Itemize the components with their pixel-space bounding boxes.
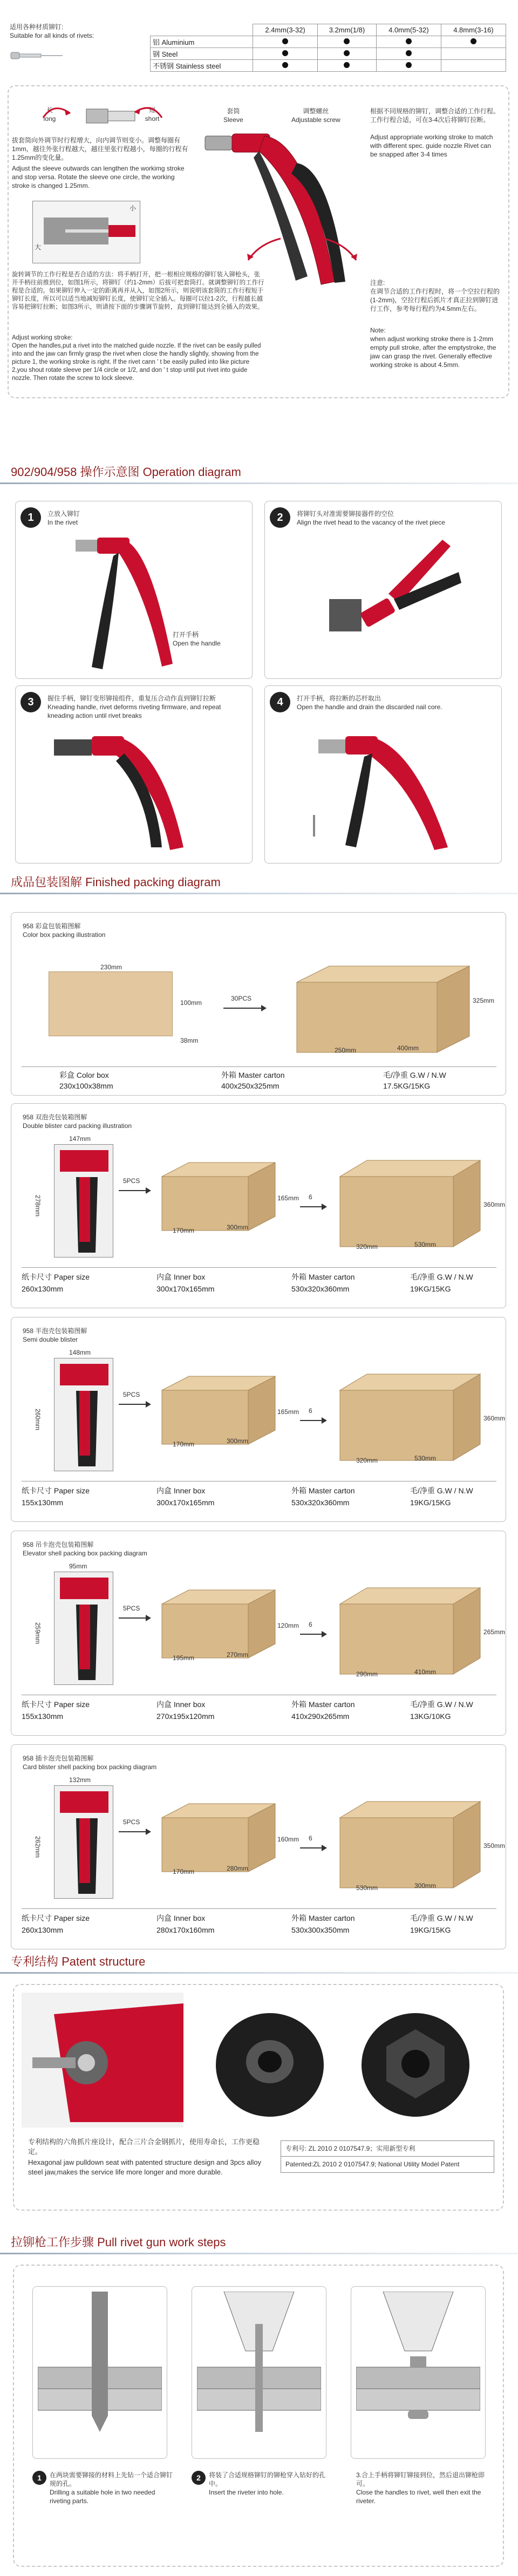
packing-block-title: 958 彩盒包装箱图解 Color box packing illustration [23, 922, 106, 939]
size-col: 2.4mm(3-32) [253, 24, 318, 36]
spec-header-row: 纸卡尺寸 Paper size 内盒 Inner box 外箱 Master carton 毛/净重 G.W / N.W [22, 1273, 473, 1281]
patent-title: 专利结构 Patent structure [11, 1955, 146, 1968]
inner-box-image [156, 1796, 286, 1877]
patent-number-cn: 专利号: ZL 2010 2 0107547.9；实用新型专利 [281, 2141, 494, 2157]
pcs-label: 6 [309, 1407, 312, 1415]
check-dot [282, 38, 288, 44]
workstep-number: 1 [32, 2471, 46, 2485]
dim-label: 120mm [277, 1622, 299, 1629]
dim-label: 300mm [227, 1437, 249, 1445]
patent-section-header [0, 1943, 518, 1975]
packing-block-title: 958 半泡壳包装箱图解 Semi double blister [23, 1327, 87, 1343]
suitable-label-en: Suitable for all kinds of rivets: [10, 32, 94, 39]
adjust-text-en: Open the handles,put a rivet into the matched guide nozzle. If the rivet can be easily pulled into and the jaw can firmly grasp the rivet when close the handly slightly, showing from the picture 1, the working stroke is right. If the rivet cann ' t be easily pulled into like picture 2,you shout rotate sleeve per 1/4 circle or 1/2, and don ' t stop until put rivet into guide nozzle. Then rotate the screw to lock sleeve. [12, 343, 261, 382]
dim-label: 280mm [227, 1865, 249, 1872]
dim-label: 360mm [483, 1201, 506, 1208]
pcs-label: 6 [309, 1193, 312, 1201]
fig-label-small: 小 [130, 205, 137, 212]
drill-hole-diagram [38, 2292, 162, 2453]
step-text: 立放入铆钉 In the rivet [47, 510, 80, 526]
spec-value-row: 260x130mm 280x170x160mm 530x300x350mm 19KG/15KG [22, 1926, 451, 1934]
note-cn: 注意: 在调节合适的工作行程时，将一个空拉行程的(1-2mm)，空拉行程后抓片才真正拉到铆钉进行工作，参考每行程约为4.5mm左右。 [370, 279, 500, 312]
master-carton-image [286, 955, 491, 1058]
dim-label: 278mm [34, 1195, 42, 1217]
master-carton-image [335, 1363, 491, 1466]
dim-label: 530mm [414, 1241, 437, 1248]
step-number: 3 [21, 692, 41, 712]
workstep-text: 3.合上手柄将铆钉铆接到位，然后退出铆枪即可。 Close the handles to rivet, well then exit the riveter. [356, 2471, 485, 2505]
dim-label: 300mm [414, 1882, 437, 1889]
spec-header-row: 纸卡尺寸 Paper size 内盒 Inner box 外箱 Master carton 毛/净重 G.W / N.W [22, 1914, 473, 1922]
sleeve-callout: 套筒 Sleeve [223, 107, 243, 124]
dim-label: 165mm [277, 1408, 299, 1416]
dim-label: 259mm [34, 1622, 42, 1644]
spec-value-row: 155x130mm 300x170x165mm 530x320x360mm 19KG/15KG [22, 1498, 451, 1507]
pcs-label: 6 [309, 1834, 312, 1842]
pcs-label: 5PCS [123, 1391, 140, 1398]
riveter-step1-image [70, 529, 189, 675]
patent-desc-cn: 专利结构的六角抓片座设计，配合三片合金钢抓片，使用寿命长，工作更稳定。 [28, 2138, 260, 2156]
screw-text-cn: 根据不同规格的铆钉，调整合适的工作行程。工作行程合适，可在3-4次后将铆钉拉断。 [370, 107, 500, 124]
dim-label: 360mm [483, 1415, 506, 1422]
spec-value-row: 260x130mm 300x170x165mm 530x320x360mm 19KG/15KG [22, 1284, 451, 1293]
patent-desc-en: Hexagonal jaw pulldown seat with patented structure design and 3pcs alloy steel jaw,makes the service life more longer and more durable. [28, 2158, 262, 2176]
pcs-label: 6 [309, 1621, 312, 1628]
dim-label: 400mm [397, 1044, 419, 1052]
workstep-text: 在两块需要铆接的材料上先钻一个适合铆钉规的孔。 Drilling a suitable hole in two needed riveting parts. [50, 2471, 173, 2505]
inner-box-image [156, 1369, 286, 1450]
fig-label-big: 大 [35, 243, 42, 251]
sleeve-text-en: Adjust the sleeve outwards can lengthen the workimg stroke and stop versa. Rotate the sleeve one circle, the working stroke is changed 1.25mm. [12, 165, 185, 189]
blister-card-image [54, 1572, 113, 1685]
check-dot [282, 50, 288, 56]
adjust-text-cn: 旋转调节的工作行程是否合适的方法：将手柄打开，把一根相应规格的铆钉装入铆枪头，张开手柄往前推到位，如图1所示，将铆钉（约1-2mm）后拔可把套筒打。就调整铆钉的工作行程是合适的。如果铆钉伸入一定的距离再并从入，如图2所示，则说明该套筒的工作行程短于铆钉长度，所以可以适当地减短铆钉长度，使铆钉完全插入。每圈可以拉1-2次，行程越长越容易把铆钉拉断；如图3所示，则请按下面的步骤调节旋转，直到铆钉能达到全插入的效果。 [12, 271, 264, 310]
dim-label: 350mm [483, 1842, 506, 1850]
arrow-icon [300, 1415, 327, 1426]
dim-label: 410mm [414, 1668, 437, 1676]
step-text: 将铆钉头对准需要铆接器件的空位 Align the rivet head to the vacancy of the rivet piece [297, 510, 445, 526]
check-dot [344, 38, 350, 44]
pcs-label: 5PCS [123, 1177, 140, 1185]
dim-label: 100mm [180, 999, 202, 1007]
operation-title: 902/904/958 操作示意图 Operation diagram [11, 465, 241, 479]
dim-label: 170mm [173, 1868, 195, 1875]
dim-label: 160mm [277, 1836, 299, 1843]
check-dot [406, 50, 412, 56]
short-label: 短 short [145, 106, 160, 123]
packing-block-title: 958 插卡泡壳包装箱图解 Card blister shell packing box packing diagram [23, 1755, 157, 1771]
spec-value-row: 155x130mm 270x195x120mm 410x290x265mm 13KG/10KG [22, 1712, 451, 1721]
check-dot [344, 50, 350, 56]
dim-label: 195mm [173, 1654, 195, 1662]
sleeve-diagram [32, 96, 173, 128]
blister-card-image [54, 1144, 113, 1258]
arrow-icon [119, 1613, 151, 1623]
check-dot [282, 62, 288, 68]
note-en: Note: when adjust working stroke there is 1-2mm empty pull stroke, after the emptystroke, the jaw can grasp the rivet. Generally effective working stroke is about 4.5mm. [370, 327, 496, 369]
arrow-icon [300, 1629, 327, 1640]
pcs-label: 5PCS [123, 1605, 140, 1612]
dim-label: 300mm [227, 1224, 249, 1231]
rivet-compat-table [150, 24, 506, 72]
dim-label: 132mm [69, 1776, 91, 1784]
dim-label: 165mm [277, 1194, 299, 1202]
check-dot [406, 38, 412, 44]
rivet-icon [10, 52, 64, 59]
arrow-icon [119, 1826, 151, 1837]
inner-box-image [156, 1155, 286, 1236]
step-subtext: 打开手柄 Open the handle [173, 631, 221, 647]
red-arrow-left [237, 233, 286, 266]
packing-section-header [0, 864, 518, 896]
master-carton-image [335, 1577, 491, 1680]
red-arrow-right [318, 233, 367, 266]
adjust-title-en: Adjust working stroke: [12, 335, 73, 341]
dim-label: 250mm [335, 1046, 357, 1054]
master-carton-image [335, 1150, 491, 1252]
size-col: 4.0mm(5-32) [376, 24, 441, 36]
step-number: 1 [21, 507, 41, 528]
riveter-step2-image [324, 534, 464, 664]
packing-block-title: 958 双泡壳包装箱图解 Double blister card packing illustration [23, 1113, 132, 1130]
material-cell: 钢 Steel [151, 48, 253, 60]
material-cell: 铝 Aluminium [151, 36, 253, 48]
blister-card-image [54, 1358, 113, 1471]
step-number: 4 [270, 692, 290, 712]
close-handle-diagram [356, 2292, 480, 2453]
jaw-seat-image [210, 2006, 329, 2124]
packing-block-title: 958 吊卡泡壳包装箱图解 Elevator shell packing box packing diagram [23, 1541, 147, 1557]
arrow-icon [300, 1843, 327, 1853]
step-number: 2 [270, 507, 290, 528]
hex-jaw-image [356, 2006, 475, 2124]
packing-title: 成品包装图解 Finished packing diagram [11, 875, 221, 889]
material-cell: 不锈钢 Stainless steel [151, 60, 253, 72]
arrow-icon [119, 1399, 151, 1410]
sleeve-text-cn: 拔套筒向外调节时行程增大，向内调节则变小。调整每圈有1mm，越往外张行程越大，越往里张行程越小，每圈的行程有1.25mm的变化量。 [12, 137, 188, 161]
dim-label: 38mm [180, 1037, 199, 1044]
workstep-text: 将装了合适规格铆钉的铆枪穿入钻好的孔中。 Insert the riveter into hole. [209, 2471, 326, 2496]
master-carton-image [335, 1791, 491, 1893]
patent-number-box [281, 2140, 494, 2173]
step-text: 握住手柄，铆钉变形铆接组件，重复压合动作直到铆钉拉断 Kneading handle, rivet deforms riveting firmware, and repeat kneading action until rivet breaks [47, 695, 221, 719]
screw-callout: 调整螺丝 Adjustable screw [291, 107, 340, 124]
dim-label: 170mm [173, 1440, 195, 1448]
worksteps-section-header [0, 2224, 518, 2256]
worksteps-title: 拉铆枪工作步骤 Pull rivet gun work steps [11, 2235, 226, 2249]
pcs-label: 5PCS [123, 1818, 140, 1826]
workstep-number: 2 [192, 2471, 206, 2485]
patent-number-en: Patented:ZL 2010 2 0107547.9; National Utility Model Patent [285, 2160, 460, 2168]
jaw-closeup-image [22, 1993, 183, 2128]
dim-label: 95mm [69, 1562, 87, 1570]
dim-label: 320mm [356, 1457, 378, 1464]
dim-label: 170mm [173, 1227, 195, 1234]
pcs-label: 30PCS [231, 995, 252, 1002]
riveter-step4-image [308, 718, 469, 853]
blister-card-image [54, 1785, 113, 1899]
spec-value-row: 230x100x38mm 400x250x325mm 17.5KG/15KG [59, 1082, 431, 1090]
dim-label: 530mm [414, 1454, 437, 1462]
dim-label: 270mm [227, 1651, 249, 1659]
insert-rivet-diagram [197, 2292, 321, 2453]
spec-header-row: 纸卡尺寸 Paper size 内盒 Inner box 外箱 Master carton 毛/净重 G.W / N.W [22, 1700, 473, 1709]
dim-label: 265mm [483, 1628, 506, 1636]
check-dot [406, 62, 412, 68]
spec-header-row: 纸卡尺寸 Paper size 内盒 Inner box 外箱 Master carton 毛/净重 G.W / N.W [22, 1486, 473, 1495]
size-col: 4.8mm(3-16) [441, 24, 506, 36]
spec-header-row: 彩盒 Color box 外箱 Master carton 毛/净重 G.W / N.W [59, 1071, 446, 1079]
dim-label: 230mm [100, 963, 122, 971]
dim-label: 262mm [34, 1836, 42, 1858]
stroke-figure [32, 201, 140, 263]
dim-label: 320mm [356, 1243, 378, 1250]
step-text: 打开手柄，将拉断的芯杆取出 Open the handle and drain the discarded nail core. [297, 695, 442, 711]
arrow-icon [119, 1185, 151, 1196]
operation-section-header [0, 453, 518, 486]
riveter-step3-image [54, 718, 216, 853]
dim-label: 260mm [34, 1409, 42, 1431]
dim-label: 530mm [356, 1884, 378, 1892]
inner-box-image [156, 1582, 286, 1663]
dim-label: 325mm [473, 997, 495, 1004]
check-dot [471, 38, 476, 44]
suitable-label-cn: 适用各种材质铆钉: [10, 23, 64, 31]
dim-label: 147mm [69, 1135, 91, 1143]
dim-label: 290mm [356, 1670, 378, 1678]
long-label: 长 long [43, 106, 56, 123]
check-dot [344, 62, 350, 68]
arrow-icon [300, 1201, 327, 1212]
size-col: 3.2mm(1/8) [318, 24, 377, 36]
screw-text-en: Adjust appropriate working stroke to match with different spec. guide nozzle Rivet can be snapped after 3-4 times [370, 133, 493, 158]
color-box-image [49, 971, 173, 1036]
arrow-icon [223, 1003, 267, 1014]
dim-label: 148mm [69, 1349, 91, 1356]
